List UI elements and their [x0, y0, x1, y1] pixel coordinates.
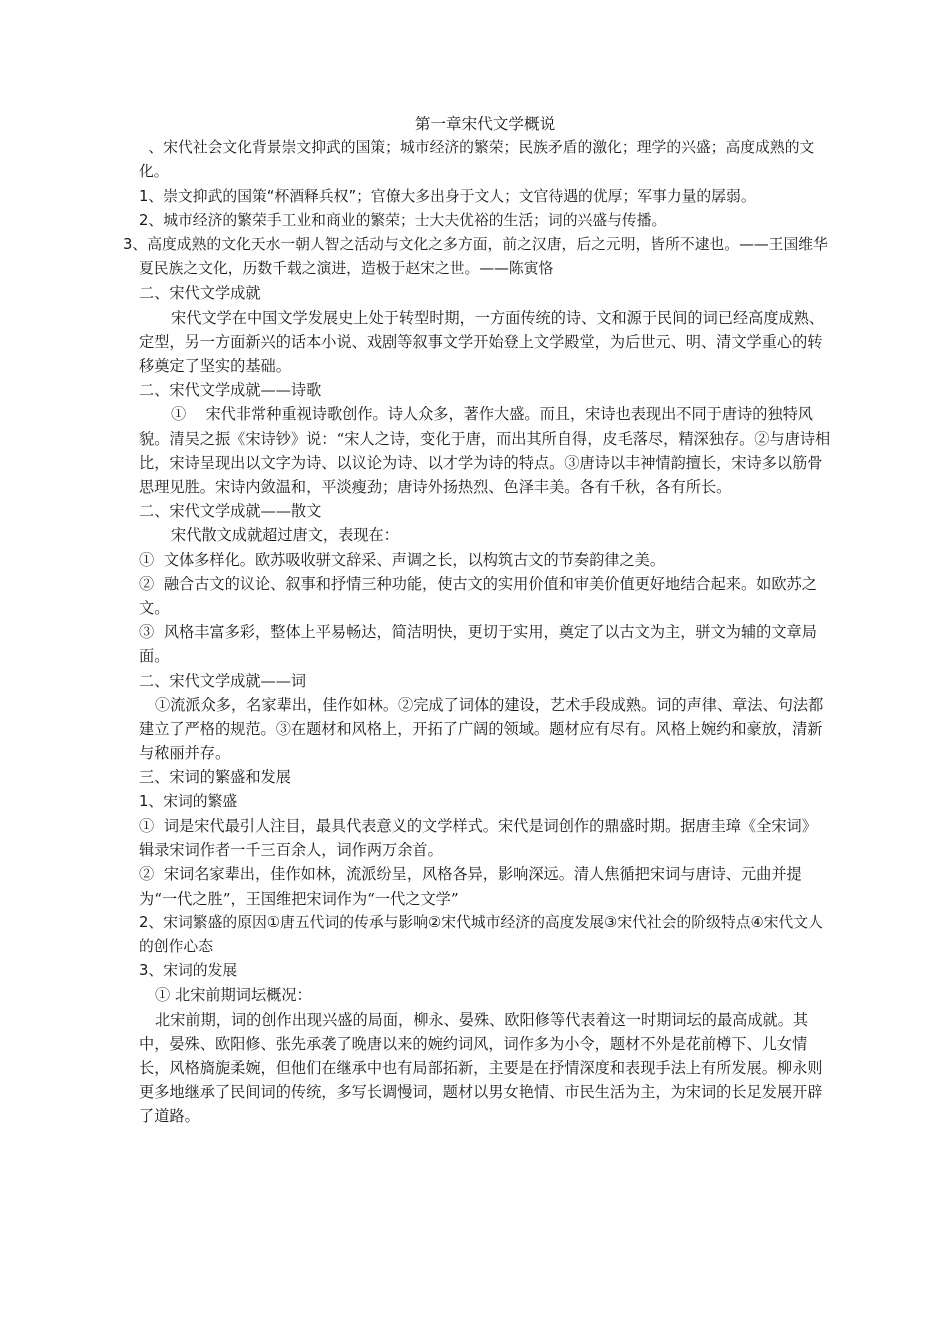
paragraph: 1、崇文抑武的国策“杯酒释兵权”；官僚大多出身于文人；文官待遇的优厚；军事力量的孱弱。: [139, 187, 756, 205]
paragraph: ①流派众多，名家辈出，佳作如林。②完成了词体的建设，艺术手段成熟。词的声律、章法、句法都建立了严格的规范。③在题材和风格上，开拓了广阔的领域。题材应有尽有。风格上婉约和豪放，清新与秾丽并存。: [139, 695, 824, 763]
paragraph: 3、高度成熟的文化天水一朝人智之活动与文化之多方面，前之汉唐，后之元明，皆所不逮也。——王国维华夏民族之文化，历数千载之演进，造极于赵宋之世。——陈寅恪: [123, 236, 828, 278]
paragraph: 二、宋代文学成就: [139, 284, 261, 303]
document-page: [123, 112, 831, 1129]
paragraph: 3、宋词的发展: [139, 962, 238, 980]
paragraph: 、宋代社会文化背景崇文抑武的国策；城市经济的繁荣；民族矛盾的激化；理学的兴盛；高度成熟的文化。: [139, 139, 815, 181]
paragraph: ① 北宋前期词坛概况：: [155, 986, 312, 1005]
paragraph: 1、宋词的繁盛: [139, 792, 238, 810]
paragraph: 2、城市经济的繁荣手工业和商业的繁荣；士大夫优裕的生活；词的兴盛与传播。: [139, 211, 667, 229]
paragraph: ③ 风格丰富多彩，整体上平易畅达，简洁明快，更切于实用，奠定了以古文为主，骈文为辅的文章局面。: [139, 623, 817, 666]
paragraph: 二、宋代文学成就——诗歌: [139, 381, 322, 400]
paragraph: 二、宋代文学成就——散文: [139, 502, 322, 521]
paragraph: ① 词是宋代最引人注目，最具代表意义的文学样式。宋代是词创作的鼎盛时期。据唐圭璋《全宋词》辑录宋词作者一千三百余人，词作两万余首。: [139, 816, 817, 860]
paragraph: ① 宋代非常种重视诗歌创作。诗人众多，著作大盛。而且，宋诗也表现出不同于唐诗的独特风貌。清吴之振《宋诗钞》说：“宋人之诗，变化于唐，而出其所自得，皮毛落尽，精深独存。②与唐诗相比，宋诗呈现出以文字为诗、以议论为诗、以才学为诗的特点。③唐诗以丰神情韵擅长，宋诗多以筋骨思理见胜。宋诗内敛温和，平淡瘦劲；唐诗外扬热烈、色泽丰美。各有千秋，各有所长。: [139, 405, 831, 497]
document-title: 第一章宋代文学概说: [414, 115, 556, 133]
paragraph: 二、宋代文学成就——词: [139, 671, 307, 690]
paragraph: 三、宋词的繁盛和发展: [139, 768, 291, 787]
paragraph: 宋代散文成就超过唐文，表现在：: [171, 526, 399, 545]
paragraph: ① 文体多样化。欧苏吸收骈文辞采、声调之长，以构筑古文的节奏韵律之美。: [139, 550, 666, 569]
paragraph: 宋代文学在中国文学发展史上处于转型时期，一方面传统的诗、文和源于民间的词已经高度成熟、定型，另一方面新兴的话本小说、戏剧等叙事文学开始登上文学殿堂，为后世元、明、清文学重心的转移奠定了坚实的基础。: [139, 308, 825, 376]
paragraph: 2、宋词繁盛的原因①唐五代词的传承与影响②宋代城市经济的高度发展③宋代社会的阶级特点④宋代文人的创作心态: [139, 913, 823, 955]
paragraph: ② 宋词名家辈出，佳作如林，流派纷呈，风格各异，影响深远。清人焦循把宋词与唐诗、元曲并提为“一代之胜”，王国维把宋词作为“一代之文学”: [139, 865, 802, 908]
document-body: [123, 136, 831, 1128]
paragraph: ② 融合古文的议论、叙事和抒情三种功能，使古文的实用价值和审美价值更好地结合起来。如欧苏之文。: [139, 574, 817, 618]
paragraph: 北宋前期，词的创作出现兴盛的局面，柳永、晏殊、欧阳修等代表着这一时期词坛的最高成就。其中，晏殊、欧阳修、张先承袭了晚唐以来的婉约词风，词作多为小令，题材不外是花前樽下、儿女情长，风格旖旎柔婉，但他们在继承中也有局部拓新，主要是在抒情深度和表现手法上有所发展。柳永则更多地继承了民间词的传统，多写长调慢词，题材以男女艳情、市民生活为主，为宋词的长足发展开辟了道路。: [139, 1010, 823, 1126]
